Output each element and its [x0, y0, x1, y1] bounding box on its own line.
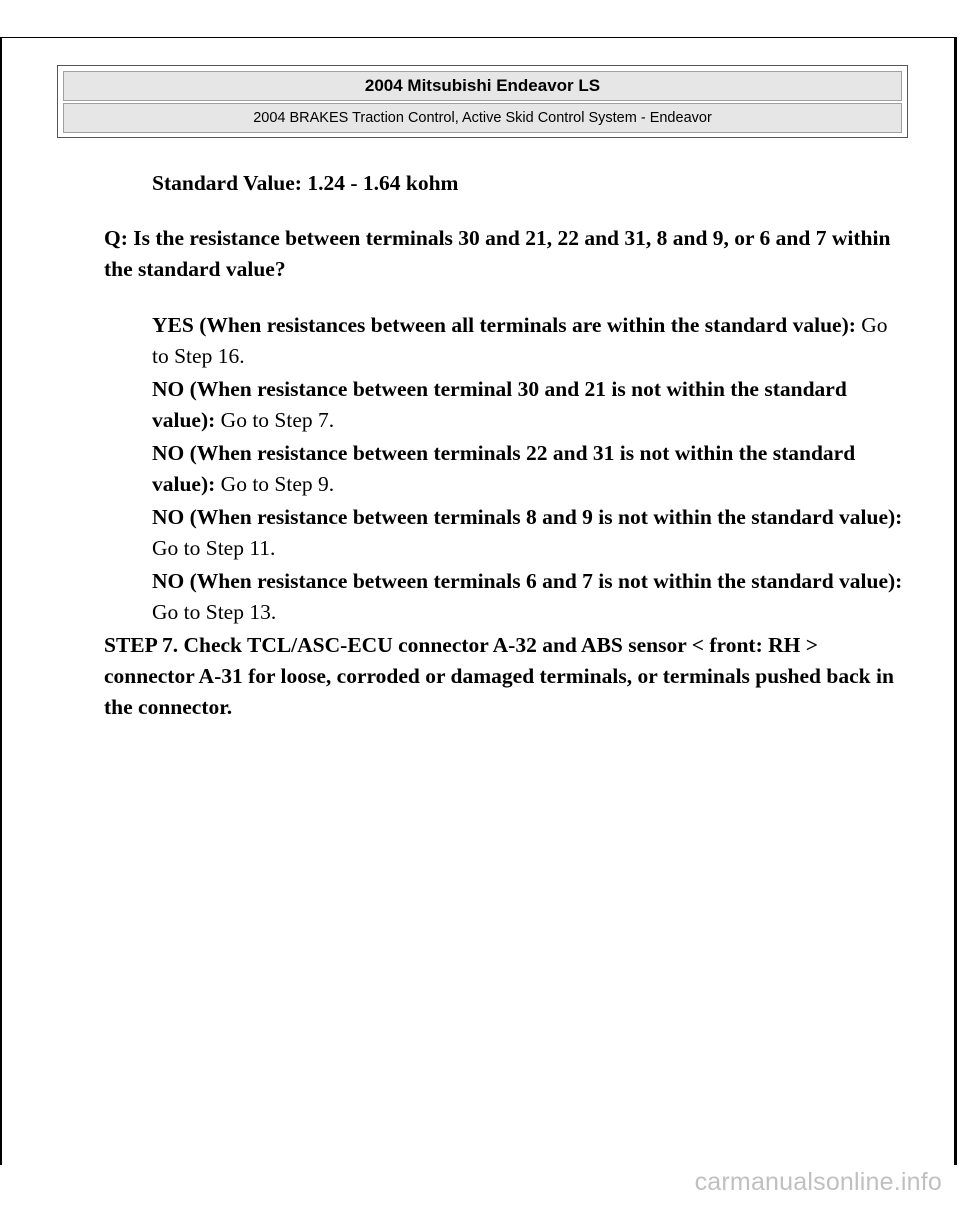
vehicle-title: 2004 Mitsubishi Endeavor LS	[63, 71, 902, 101]
question-text: Q: Is the resistance between terminals 30 and 21, 22 and 31, 8 and 9, or 6 and 7 within the standard value?	[104, 226, 891, 281]
answer-condition: NO (When resistance between terminals 22 and 31 is not within the standard value):	[152, 441, 856, 496]
answer-action: Go to Step 9.	[215, 472, 335, 496]
answer-condition: YES (When resistances between all terminals are within the standard value):	[152, 313, 856, 337]
answer-item	[152, 310, 904, 372]
section-subtitle: 2004 BRAKES Traction Control, Active Skid Control System - Endeavor	[63, 103, 902, 133]
step-heading: STEP 7. Check TCL/ASC-ECU connector A-32 and ABS sensor < front: RH > connector A-31 for loose, corroded or damaged terminals, or terminals pushed back in the connector.	[104, 633, 894, 719]
answer-condition: NO (When resistance between terminal 30 and 21 is not within the standard value):	[152, 377, 847, 432]
standard-value: Standard Value: 1.24 - 1.64 kohm	[152, 171, 459, 195]
answer-item	[152, 374, 904, 436]
answer-action: Go to Step 7.	[215, 408, 335, 432]
answer-item	[152, 566, 904, 628]
site-watermark: carmanualsonline.info	[694, 1168, 942, 1196]
document-header	[57, 65, 908, 138]
answer-action: Go to Step 16.	[152, 313, 888, 368]
answer-condition: NO (When resistance between terminals 6 and 7 is not within the standard value):	[152, 569, 903, 593]
answer-item	[152, 502, 904, 564]
answer-condition: NO (When resistance between terminals 8 and 9 is not within the standard value):	[152, 505, 903, 529]
answer-action: Go to Step 13.	[152, 600, 277, 624]
answer-item	[152, 438, 904, 500]
answer-action: Go to Step 11.	[152, 536, 276, 560]
procedure-content	[104, 168, 904, 723]
